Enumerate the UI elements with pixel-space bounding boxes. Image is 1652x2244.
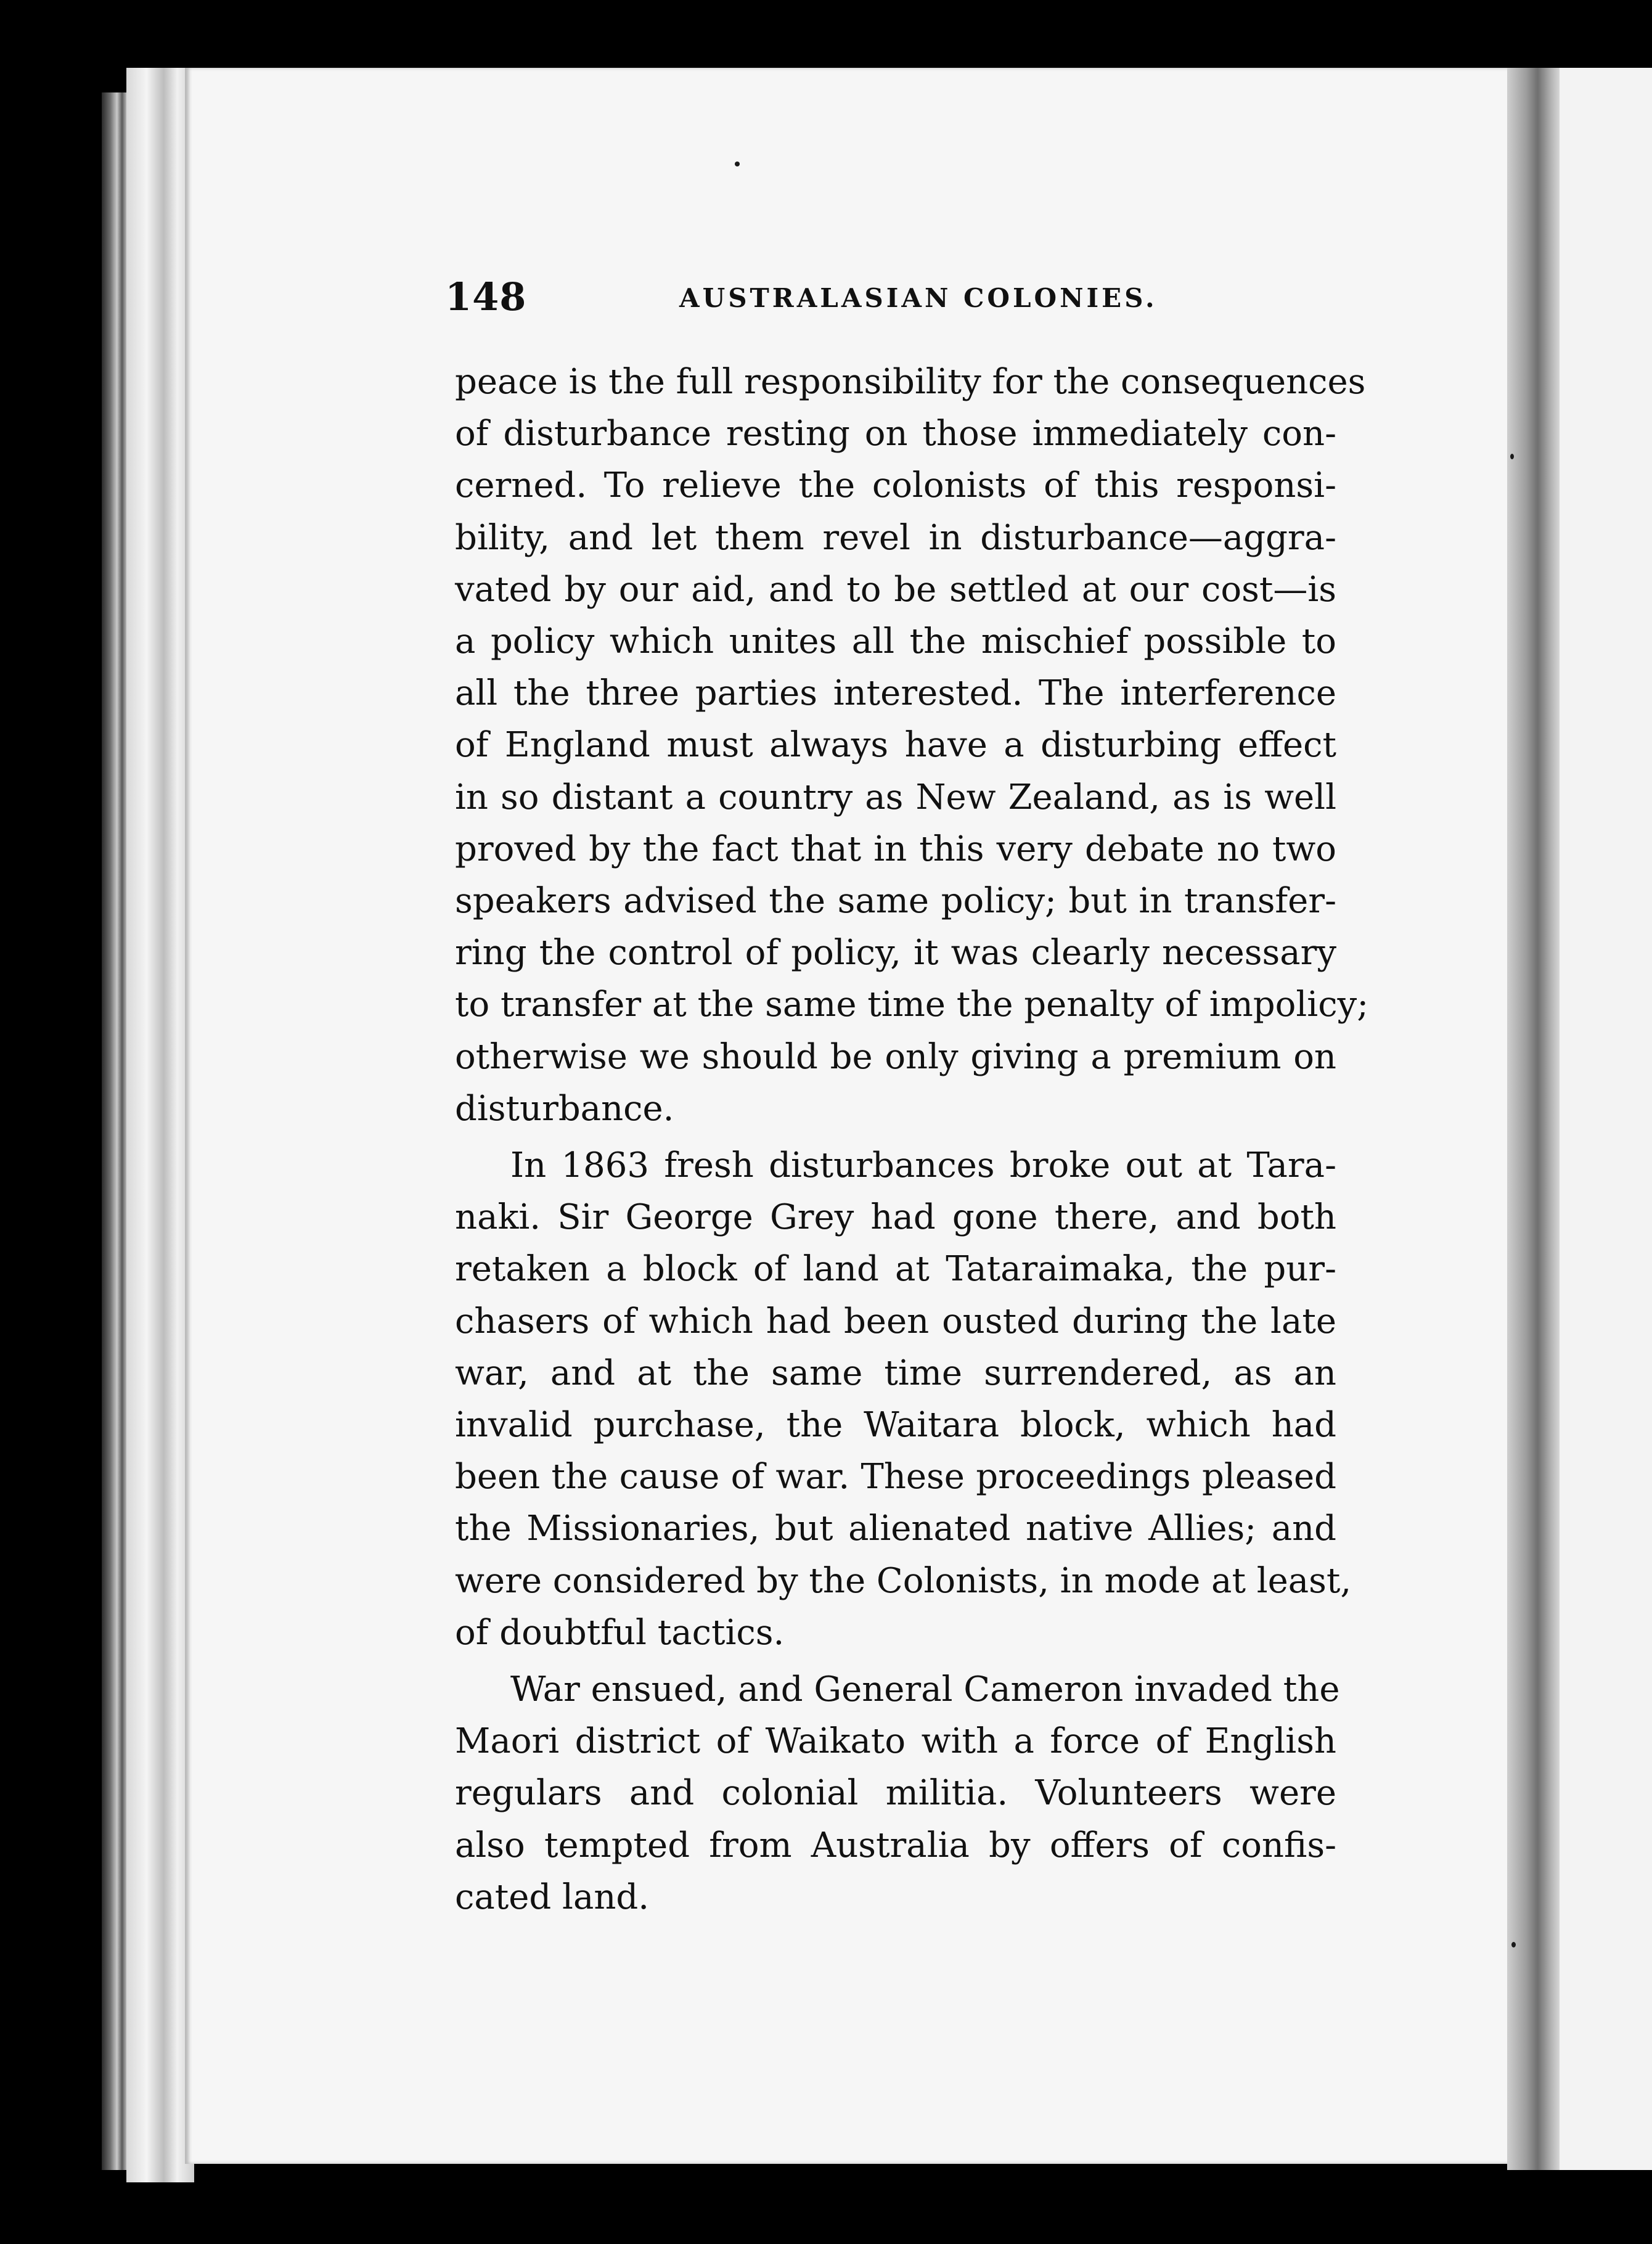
paragraph-gap bbox=[455, 1135, 1336, 1140]
text-line: invalid purchase, the Waitara block, which had bbox=[455, 1405, 1336, 1446]
text-line: of doubtful tactics. bbox=[455, 1612, 785, 1653]
text-line: In 1863 fresh disturbances broke out at Tara- bbox=[510, 1145, 1336, 1186]
text-line: peace is the full responsibility for the consequences bbox=[455, 362, 1366, 402]
text-line: bility, and let them revel in disturbance—aggra- bbox=[455, 517, 1336, 558]
text-line: chasers of which had been ousted during the late bbox=[455, 1301, 1336, 1341]
text-line: in so distant a country as New Zealand, as is well bbox=[455, 777, 1336, 817]
book-gutter bbox=[1507, 68, 1563, 2170]
text-line: naki. Sir George Grey had gone there, and both bbox=[455, 1197, 1336, 1238]
text-line: War ensued, and General Cameron invaded the bbox=[510, 1669, 1340, 1710]
scan-speck bbox=[735, 162, 740, 166]
text-line: to transfer at the same time the penalty of impolicy; bbox=[455, 985, 1369, 1025]
scan-speck bbox=[1510, 454, 1514, 459]
text-line: of disturbance resting on those immediately con- bbox=[455, 414, 1336, 454]
body-text bbox=[455, 356, 1369, 1923]
scan-speck bbox=[1511, 1942, 1516, 1947]
facing-page-edge bbox=[1560, 68, 1652, 2170]
text-line: retaken a block of land at Tataraimaka, the pur- bbox=[455, 1249, 1336, 1290]
text-line: war, and at the same time surrendered, as an bbox=[455, 1353, 1336, 1393]
running-head-title: AUSTRALASIAN COLONIES. bbox=[679, 283, 1158, 313]
page-stack-edge bbox=[126, 68, 194, 2182]
running-head bbox=[445, 274, 1345, 330]
text-line: proved by the fact that in this very debate no two bbox=[455, 829, 1336, 869]
text-line: otherwise we should be only giving a premium on bbox=[455, 1036, 1336, 1077]
text-line: were considered by the Colonists, in mode at least, bbox=[455, 1560, 1352, 1601]
paragraph-gap bbox=[455, 1659, 1336, 1664]
text-line: been the cause of war. These proceedings pleased bbox=[455, 1457, 1336, 1497]
text-line: regulars and colonial militia. Volunteers were bbox=[455, 1773, 1336, 1814]
text-line: cerned. To relieve the colonists of this responsi- bbox=[455, 465, 1336, 506]
text-line: speakers advised the same policy; but in transfer- bbox=[455, 881, 1336, 922]
text-line: of England must always have a disturbing effect bbox=[455, 725, 1336, 766]
text-line: vated by our aid, and to be settled at our cost—is bbox=[455, 569, 1336, 610]
text-line: cated land. bbox=[455, 1877, 650, 1917]
paragraph bbox=[455, 1140, 1352, 1659]
text-line: all the three parties interested. The interference bbox=[455, 673, 1336, 714]
paragraph bbox=[455, 1664, 1340, 1923]
text-line: also tempted from Australia by offers of confis- bbox=[455, 1825, 1336, 1865]
text-line: ring the control of policy, it was clearly necessary bbox=[455, 933, 1336, 973]
text-line: disturbance. bbox=[455, 1088, 674, 1129]
text-line: the Missionaries, but alienated native Allies; and bbox=[455, 1509, 1336, 1549]
page-number: 148 bbox=[445, 274, 527, 319]
text-line: Maori district of Waikato with a force of English bbox=[455, 1721, 1336, 1762]
text-line: a policy which unites all the mischief possible to bbox=[455, 621, 1336, 662]
paragraph bbox=[455, 356, 1369, 1135]
